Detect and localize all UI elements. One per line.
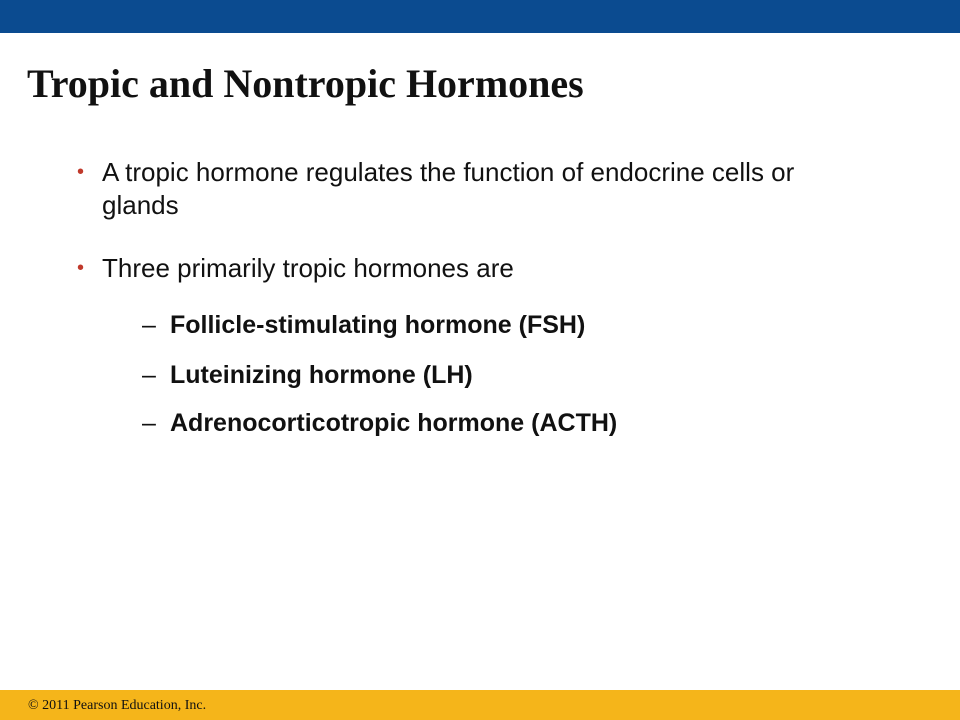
sub-bullet-marker: – [142, 409, 156, 437]
sub-bullet-marker: – [142, 311, 156, 339]
bullet-marker: • [77, 161, 85, 183]
sub-bullet-text: Adrenocorticotropic hormone (ACTH) [170, 409, 618, 437]
bullet-text: Three primarily tropic hormones are [102, 253, 514, 283]
sub-bullet-marker: – [142, 361, 156, 389]
bullet-marker: • [77, 257, 85, 279]
bullet-item [77, 252, 822, 285]
sub-bullet-item [142, 309, 910, 341]
bullet-text: A tropic hormone regulates the function of endocrine cells or glands [102, 157, 795, 220]
bullet-item [77, 156, 822, 222]
sub-bullet-text: Follicle-stimulating hormone (FSH) [170, 311, 586, 339]
sub-bullet-item [142, 407, 910, 439]
sub-bullet-item [142, 359, 910, 391]
copyright-text: © 2011 Pearson Education, Inc. [28, 698, 207, 713]
slide-title: Tropic and Nontropic Hormones [27, 61, 584, 106]
sub-bullet-text: Luteinizing hormone (LH) [170, 361, 473, 389]
